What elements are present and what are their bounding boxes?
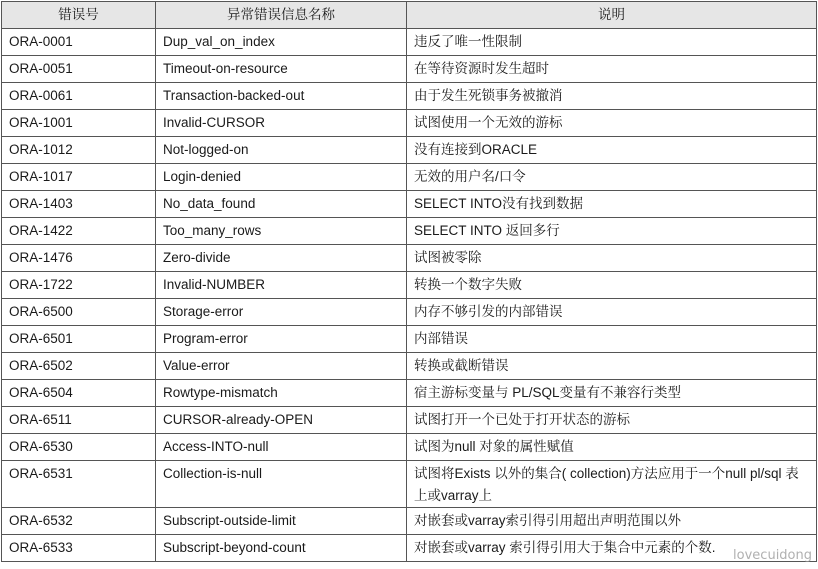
- cell-name: Collection-is-null: [156, 461, 407, 508]
- cell-desc: 内部错误: [407, 326, 817, 353]
- table-row: [2, 407, 817, 434]
- table-row: [2, 164, 817, 191]
- cell-desc: 无效的用户名/口令: [407, 164, 817, 191]
- table-row: [2, 461, 817, 508]
- cell-name: Dup_val_on_index: [156, 29, 407, 56]
- cell-code: ORA-6500: [2, 299, 156, 326]
- table-header-row: [2, 2, 817, 29]
- watermark-text: lovecuidong: [733, 548, 812, 563]
- cell-name: Login-denied: [156, 164, 407, 191]
- cell-name: CURSOR-already-OPEN: [156, 407, 407, 434]
- cell-desc: 没有连接到ORACLE: [407, 137, 817, 164]
- cell-code: ORA-1422: [2, 218, 156, 245]
- cell-desc: 试图将Exists 以外的集合( collection)方法应用于一个null pl/sql 表上或varray上: [407, 461, 817, 508]
- cell-code: ORA-6502: [2, 353, 156, 380]
- table-row: [2, 299, 817, 326]
- table-row: [2, 56, 817, 83]
- cell-desc: 转换一个数字失败: [407, 272, 817, 299]
- cell-desc: 违反了唯一性限制: [407, 29, 817, 56]
- cell-desc: 试图打开一个已处于打开状态的游标: [407, 407, 817, 434]
- table-row: [2, 110, 817, 137]
- cell-name: Subscript-outside-limit: [156, 508, 407, 535]
- cell-desc: SELECT INTO 返回多行: [407, 218, 817, 245]
- cell-code: ORA-1017: [2, 164, 156, 191]
- table-row: [2, 218, 817, 245]
- cell-name: Program-error: [156, 326, 407, 353]
- cell-name: Invalid-CURSOR: [156, 110, 407, 137]
- cell-code: ORA-0051: [2, 56, 156, 83]
- cell-code: ORA-6511: [2, 407, 156, 434]
- cell-name: Invalid-NUMBER: [156, 272, 407, 299]
- cell-desc: 内存不够引发的内部错误: [407, 299, 817, 326]
- cell-desc: 在等待资源时发生超时: [407, 56, 817, 83]
- table-row: [2, 191, 817, 218]
- table-row: [2, 535, 817, 562]
- cell-code: ORA-6504: [2, 380, 156, 407]
- cell-name: Value-error: [156, 353, 407, 380]
- cell-code: ORA-1001: [2, 110, 156, 137]
- table-row: [2, 380, 817, 407]
- cell-name: Not-logged-on: [156, 137, 407, 164]
- cell-code: ORA-6501: [2, 326, 156, 353]
- oracle-exception-table: [1, 1, 817, 562]
- cell-code: ORA-1722: [2, 272, 156, 299]
- cell-code: ORA-1403: [2, 191, 156, 218]
- header-name: 异常错误信息名称: [156, 2, 407, 29]
- cell-name: Zero-divide: [156, 245, 407, 272]
- cell-desc: 转换或截断错误: [407, 353, 817, 380]
- cell-desc: 由于发生死锁事务被撤消: [407, 83, 817, 110]
- table-row: [2, 137, 817, 164]
- table-row: [2, 29, 817, 56]
- cell-name: Transaction-backed-out: [156, 83, 407, 110]
- cell-name: Subscript-beyond-count: [156, 535, 407, 562]
- table-row: [2, 83, 817, 110]
- cell-desc: 对嵌套或varray索引得引用超出声明范围以外: [407, 508, 817, 535]
- cell-code: ORA-1012: [2, 137, 156, 164]
- cell-code: ORA-1476: [2, 245, 156, 272]
- cell-code: ORA-0001: [2, 29, 156, 56]
- cell-desc: SELECT INTO没有找到数据: [407, 191, 817, 218]
- cell-name: Too_many_rows: [156, 218, 407, 245]
- header-code: 错误号: [2, 2, 156, 29]
- table-row: [2, 326, 817, 353]
- table-row: [2, 245, 817, 272]
- table-row: [2, 508, 817, 535]
- cell-name: Timeout-on-resource: [156, 56, 407, 83]
- cell-name: Access-INTO-null: [156, 434, 407, 461]
- table-row: [2, 272, 817, 299]
- cell-name: Rowtype-mismatch: [156, 380, 407, 407]
- header-desc: 说明: [407, 2, 817, 29]
- cell-code: ORA-0061: [2, 83, 156, 110]
- cell-desc: 对嵌套或varray 索引得引用大于集合中元素的个数.: [407, 535, 817, 562]
- table-row: [2, 434, 817, 461]
- cell-desc: 试图被零除: [407, 245, 817, 272]
- cell-code: ORA-6530: [2, 434, 156, 461]
- cell-name: No_data_found: [156, 191, 407, 218]
- cell-desc: 试图使用一个无效的游标: [407, 110, 817, 137]
- cell-code: ORA-6533: [2, 535, 156, 562]
- cell-name: Storage-error: [156, 299, 407, 326]
- cell-desc: 试图为null 对象的属性赋值: [407, 434, 817, 461]
- cell-code: ORA-6532: [2, 508, 156, 535]
- table-row: [2, 353, 817, 380]
- cell-desc: 宿主游标变量与 PL/SQL变量有不兼容行类型: [407, 380, 817, 407]
- cell-code: ORA-6531: [2, 461, 156, 508]
